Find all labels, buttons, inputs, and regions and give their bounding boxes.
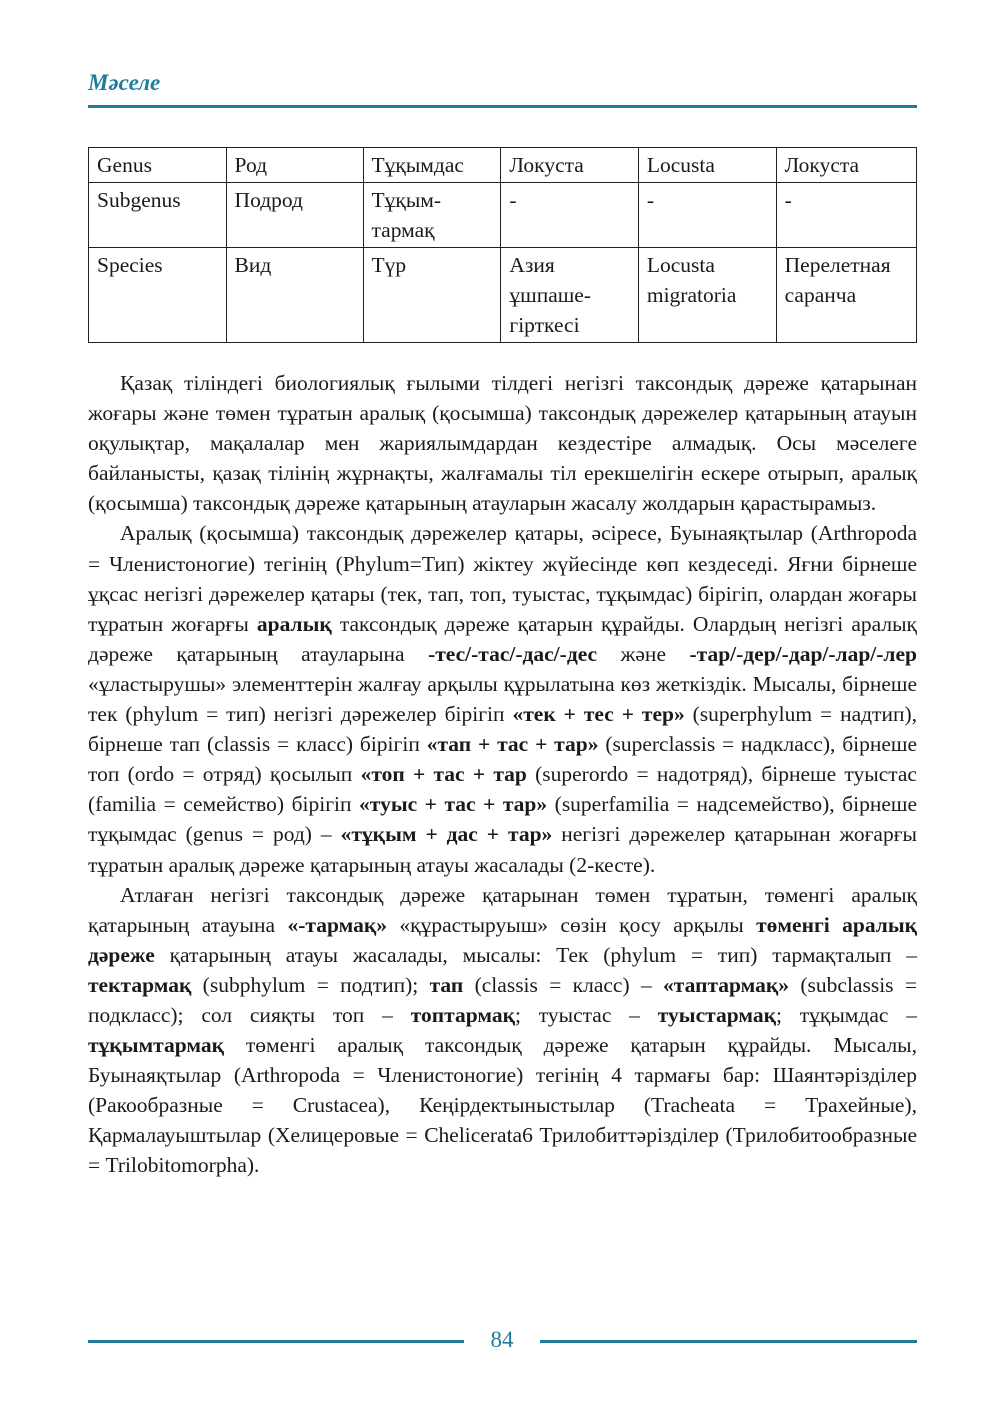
cell-text: Тұқым-	[371, 188, 442, 212]
text-run: Аралық (қосымша) таксондық дәрежелер қатары, әсіресе, Буынаяқтылар (Arthropoda = Членистоногие) тегінің (Phylum=Тип) жіктеу жүйесінде көп кездеседі. Яғни бірнеше ұқсас негізгі дәрежелер қатары (тек, тап, топ, туыстас, тұқымдас) бірігіп, олардан жоғары тұратын жоғарғы	[88, 521, 917, 636]
table-cell	[638, 183, 776, 248]
text-run: Атлаған негізгі таксондық дәреже қатарынан төмен тұратын, төменгі аралық қатарының атауына	[88, 882, 917, 937]
table-cell	[226, 183, 363, 248]
cell-text: Локуста	[784, 153, 860, 177]
cell-text: Перелетная	[784, 253, 891, 277]
header-divider	[88, 105, 917, 108]
cell-text: Подрод	[234, 188, 303, 212]
table-cell	[363, 248, 501, 343]
text-run: (subphylum = подтип);	[191, 972, 430, 997]
section-title: Мәселе	[88, 70, 161, 95]
bold-term: «туыс + тас + тар»	[359, 792, 548, 817]
text-run: қатарының атауы жасалады, мысалы: Тек (phylum = тип) тармақталып –	[154, 942, 917, 967]
bold-term: «топ + тас + тар	[360, 762, 527, 787]
cell-text: Вид	[234, 253, 272, 277]
text-run: (superordo = надотряд), бірнеше туыстас (familia = семейство) бірігіп	[88, 762, 917, 817]
cell-text: Азия	[509, 253, 555, 277]
cell-text: Род	[234, 153, 268, 177]
bold-term: топтармақ	[410, 1002, 515, 1027]
table-cell	[89, 183, 227, 248]
table-cell	[501, 183, 638, 248]
text-run: (subclassis = подкласс); сол сияқты топ –	[88, 972, 917, 1027]
paragraph	[88, 518, 917, 879]
table-row	[89, 148, 917, 183]
cell-text: Subgenus	[97, 188, 181, 212]
bold-term: туыстармақ	[657, 1002, 776, 1027]
table-cell	[776, 248, 916, 343]
table-cell	[501, 148, 638, 183]
table-cell	[363, 148, 501, 183]
page-number: 84	[490, 1327, 514, 1352]
text-run: «құрастыруыш» сөзін қосу арқылы	[387, 912, 757, 937]
footer-divider-left	[88, 1340, 464, 1343]
text-run: (classis = класс) –	[463, 972, 664, 997]
cell-text: Genus	[97, 153, 152, 177]
bold-term: тұқымтармақ	[88, 1033, 224, 1058]
table-cell	[501, 248, 638, 343]
bold-term: аралық	[256, 611, 332, 636]
bold-term: тап	[429, 972, 464, 997]
table-cell	[638, 248, 776, 343]
table-cell	[776, 183, 916, 248]
text-run: (superclassis = надкласс), бірнеше топ (ordo = отряд) қосылып	[88, 732, 918, 787]
cell-text: Тұқымдас	[371, 153, 464, 177]
cell-text: -	[784, 188, 792, 212]
cell-text: migratoria	[646, 283, 737, 307]
cell-text: -	[646, 188, 655, 212]
table-cell	[638, 148, 776, 183]
table-cell	[89, 148, 227, 183]
cell-text: саранча	[784, 283, 857, 307]
cell-text: Species	[97, 253, 163, 277]
cell-text: гірткесі	[509, 313, 580, 337]
cell-text: ұшпаше-	[509, 283, 592, 307]
bold-term: «-тармақ»	[287, 912, 387, 937]
table-cell	[776, 148, 916, 183]
table-cell	[89, 248, 227, 343]
paragraph	[88, 368, 917, 518]
cell-text: тармақ	[371, 218, 435, 242]
table-cell	[226, 148, 363, 183]
text-run: Қазақ тіліндегі биологиялық ғылыми тілдегі негізгі таксондық дәреже қатарынан жоғары және төмен тұратын аралық (қосымша) таксондық дәрежелер қатарының атауын оқулықтар, мақалалар мен жариялымдардан кездестіре алмадық. Осы мәселеге байланысты, қазақ тілінің жұрнақты, жалғамалы тіл ерекшелігін ескере отырып, аралық (қосымша) таксондық дәреже қатарының атауларын жасалу жолдарын қарастырамыз.	[88, 371, 917, 516]
bold-term: «тек + тес + тер»	[512, 702, 685, 727]
text-run: (superphylum = надтип), бірнеше тап (classis = класс) бірігіп	[88, 702, 917, 757]
cell-text: Locusta	[646, 153, 715, 177]
body-text	[88, 368, 917, 1181]
text-run: және	[597, 641, 690, 666]
text-run: (superfamilia = надсемейство), бірнеше тұқымдас (genus = род) –	[88, 792, 917, 847]
cell-text: -	[509, 188, 517, 212]
bold-term: төменгі аралық дәреже	[88, 912, 918, 967]
taxonomy-table	[88, 147, 917, 343]
bold-term: «тап + тас + тар»	[426, 732, 599, 757]
bold-term: «тұқым + дас + тар»	[340, 822, 553, 847]
text-run: төменгі аралық таксондық дәреже қатарын құрайды. Мысалы, Буынаяқтылар (Arthropoda = Членистоногие) тегінің 4 тармағы бар: Шаянтәрізділер (Ракообразные = Crustacea), Кеңірдектыныстылар (Tracheata = Трахейные), Қармалауыштылар (Хелицеровые = Chelicerata6 Трилобиттәрізділер (Трилобитообразные = Trilobitomorpha).	[88, 1033, 917, 1178]
bold-term: -тес/-тас/-дас/-дес	[428, 641, 598, 666]
cell-text: Түр	[371, 253, 407, 277]
bold-term: «таптармақ»	[663, 972, 790, 997]
cell-text: Локуста	[509, 153, 584, 177]
bold-term: -тар/-дер/-дар/-лар/-лер	[689, 641, 917, 666]
text-run: ; тұқымдас –	[775, 1002, 918, 1027]
paragraph	[88, 880, 917, 1181]
text-run: «ұластырушы» элементтерін жалғау арқылы құрылатына көз жеткіздік. Мысалы, бірнеше тек (phylum = тип) негізгі дәрежелер бірігіп	[88, 671, 917, 727]
text-run: негізгі дәрежелер қатарынан жоғарғы тұратын аралық дәреже қатарының атауы жасалады (2-кесте).	[88, 822, 917, 877]
footer-divider-right	[540, 1340, 917, 1343]
text-run: ; туыстас –	[514, 1002, 658, 1027]
bold-term: тектармақ	[88, 972, 192, 997]
table-row	[89, 183, 917, 248]
text-run: таксондық дәреже қатарын құрайды. Олардың негізгі аралық дәреже қатарының атауларына	[88, 611, 917, 666]
table-cell	[363, 183, 501, 248]
table-cell	[226, 248, 363, 343]
cell-text: Locusta	[646, 253, 715, 277]
table-row	[89, 248, 917, 343]
